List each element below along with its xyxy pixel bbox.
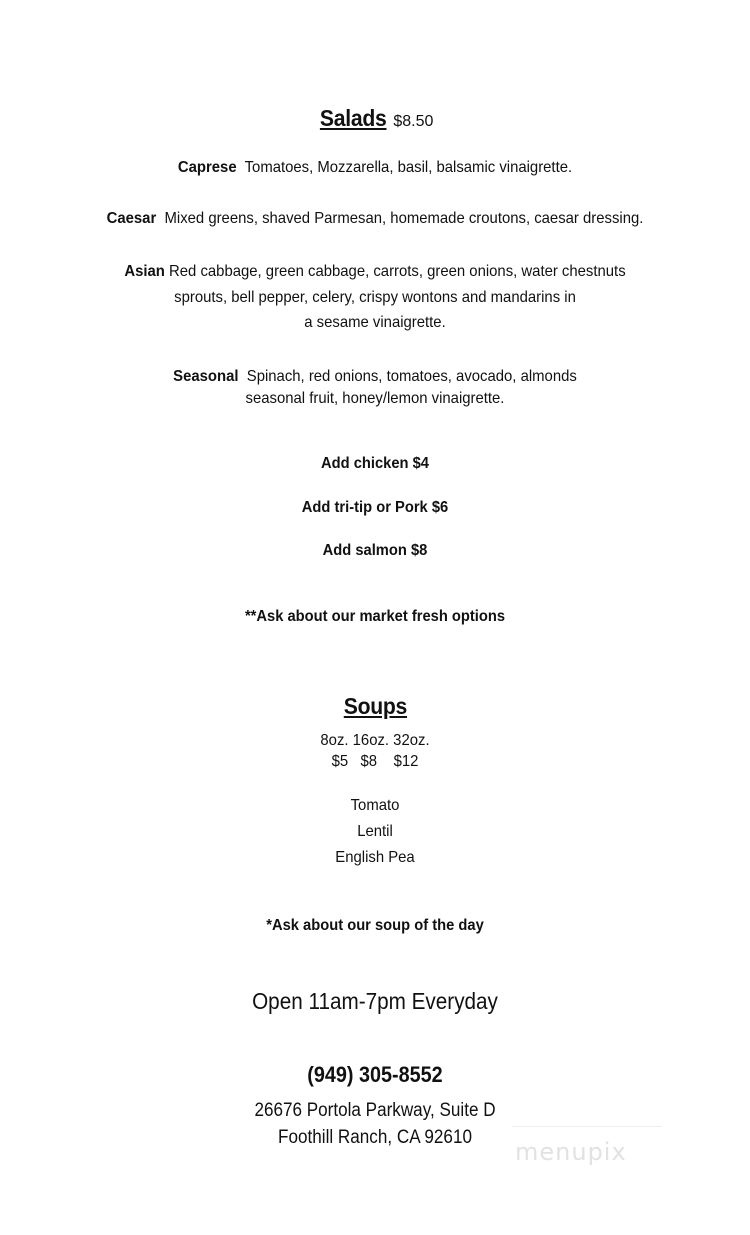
salad-description: Tomatoes, Mozzarella, basil, balsamic vinaigrette. bbox=[244, 159, 573, 176]
salads-title-row bbox=[0, 105, 750, 132]
soup-of-day-note: *Ask about our soup of the day bbox=[266, 917, 484, 934]
salads-heading: Salads bbox=[319, 105, 387, 131]
addon-salmon: Add salmon $8 bbox=[322, 542, 428, 559]
soups-heading: Soups bbox=[343, 693, 407, 719]
salad-description-line: a sesame vinaigrette. bbox=[304, 314, 446, 331]
salad-description: Spinach, red onions, tomatoes, avocado, almonds bbox=[246, 368, 577, 385]
salad-item-caprese bbox=[26, 159, 724, 177]
salad-description: Mixed greens, shaved Parmesan, homemade croutons, caesar dressing. bbox=[164, 210, 644, 227]
salad-name: Caprese bbox=[177, 159, 237, 176]
address-line-2: Foothill Ranch, CA 92610 bbox=[278, 1127, 472, 1148]
salad-description-line: seasonal fruit, honey/lemon vinaigrette. bbox=[245, 390, 505, 407]
phone-number: (949) 305-8552 bbox=[307, 1062, 443, 1087]
salads-price: $8.50 bbox=[393, 113, 434, 130]
opening-hours: Open 11am-7pm Everyday bbox=[252, 988, 498, 1014]
salad-description: Red cabbage, green cabbage, carrots, green onions, water chestnuts bbox=[169, 263, 626, 280]
salad-item-asian bbox=[26, 263, 724, 281]
salad-name: Asian bbox=[124, 263, 165, 280]
salad-name: Seasonal bbox=[173, 368, 239, 385]
watermark-logo: menupix bbox=[515, 1138, 627, 1166]
address-line-1: 26676 Portola Parkway, Suite D bbox=[254, 1100, 496, 1121]
watermark-rule bbox=[512, 1126, 662, 1127]
salad-item-seasonal bbox=[26, 368, 724, 386]
soup-item: Lentil bbox=[357, 823, 393, 840]
salad-description-line: sprouts, bell pepper, celery, crispy wontons and mandarins in bbox=[174, 289, 576, 306]
soup-item: Tomato bbox=[350, 797, 400, 814]
market-fresh-note: **Ask about our market fresh options bbox=[244, 608, 506, 625]
salad-item-caesar bbox=[26, 210, 724, 228]
addon-tritip-pork: Add tri-tip or Pork $6 bbox=[301, 499, 449, 516]
soup-sizes: 8oz. 16oz. 32oz. bbox=[320, 732, 430, 749]
salad-name: Caesar bbox=[106, 210, 157, 227]
soup-prices: $5 $8 $12 bbox=[331, 753, 419, 770]
soups-title-row bbox=[0, 693, 750, 720]
addon-chicken: Add chicken $4 bbox=[321, 455, 429, 472]
soup-item: English Pea bbox=[335, 849, 415, 866]
